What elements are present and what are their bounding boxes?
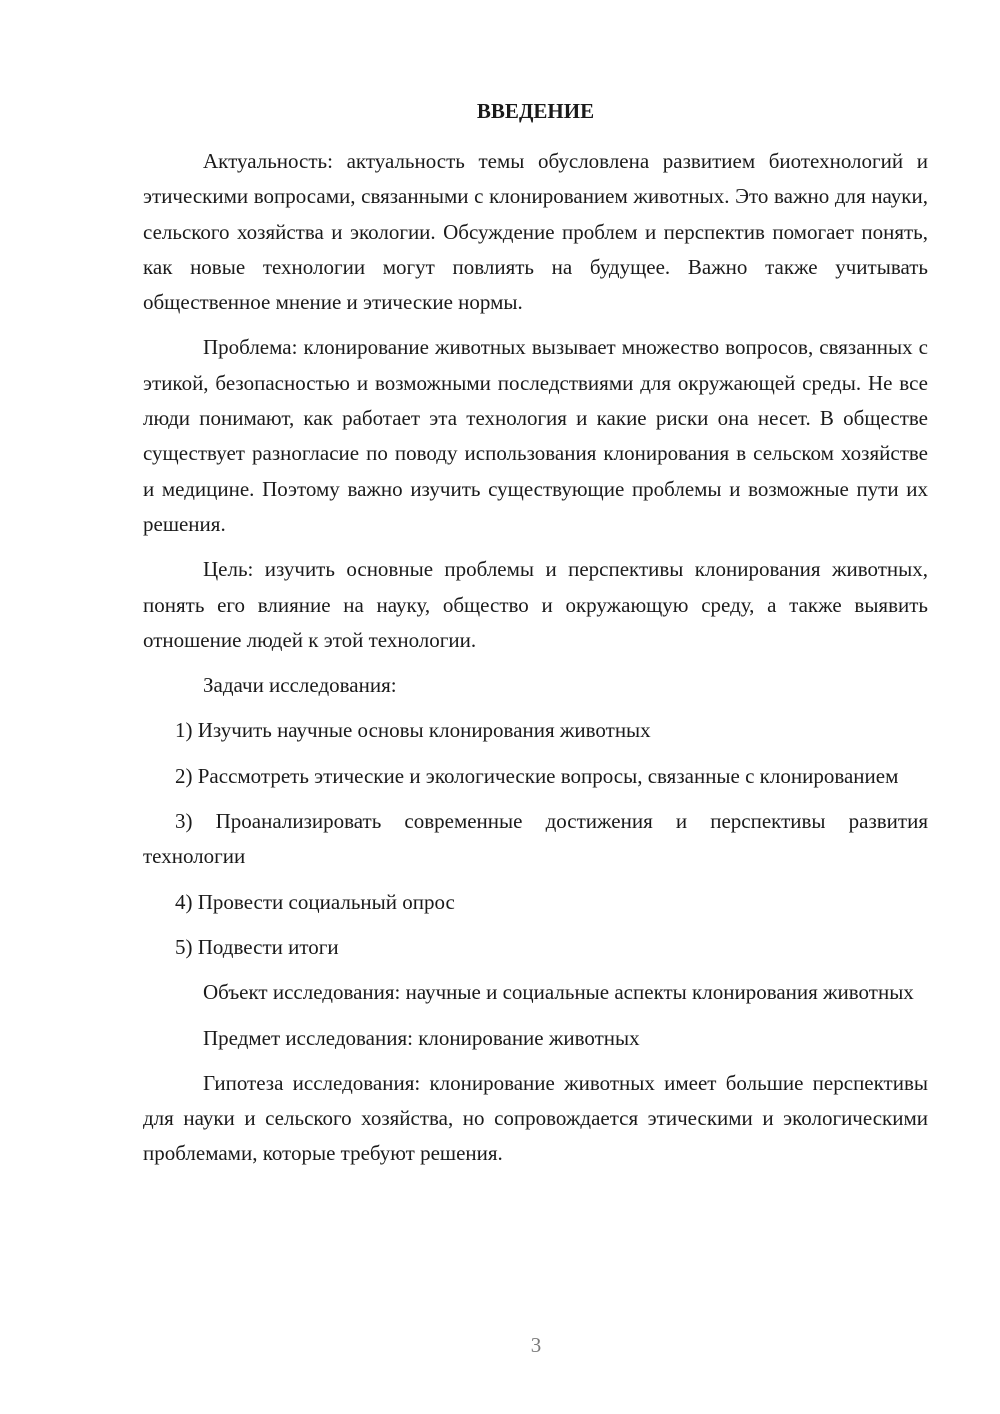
task-item: 5) Подвести итоги [175,934,339,959]
paragraph-hypothesis: Гипотеза исследования: клонирование животных имеет большие перспективы для науки и сельского хозяйства, но сопровождается этическими и экологическими проблемами, которые требуют решения. [143,1070,928,1166]
paragraph-subject: Предмет исследования: клонирование животных [203,1025,640,1050]
paragraph-goal: Цель: изучить основные проблемы и перспективы клонирования животных, понять его влияние на науку, общество и окружающую среду, а также выявить отношение людей к этой технологии. [143,557,928,652]
page-content [143,96,928,1182]
page-number: 3 [530,1333,542,1357]
section-title: ВВЕДЕНИЕ [476,99,595,123]
tasks-heading: Задачи исследования: [203,673,397,698]
paragraph-object: Объект исследования: научные и социальные аспекты клонирования животных [203,980,914,1005]
task-item: 2) Рассмотреть этические и экологические вопросы, связанные с клонированием [175,763,899,788]
paragraph-problem: Проблема: клонирование животных вызывает множество вопросов, связанных с этикой, безопасностью и возможными последствиями для окружающей среды. Не все люди понимают, как работает эта технология и какие риски она несет. В обществе существует разногласие по поводу использования клонирования в сельском хозяйстве и медицине. Поэтому важно изучить существующие проблемы и возможные пути их решения. [143,335,928,536]
task-item: 1) Изучить научные основы клонирования животных [175,718,651,743]
task-item: 3) Проанализировать современные достижения и перспективы развития технологии [143,809,928,869]
paragraph-relevance: Актуальность: актуальность темы обусловлена развитием биотехнологий и этическими вопросами, связанными с клонированием животных. Это важно для науки, сельского хозяйства и экологии. Обсуждение проблем и перспектив помогает понять, как новые технологии могут повлиять на будущее. Важно также учитывать общественное мнение и этические нормы. [143,149,928,315]
task-item: 4) Провести социальный опрос [175,889,455,914]
